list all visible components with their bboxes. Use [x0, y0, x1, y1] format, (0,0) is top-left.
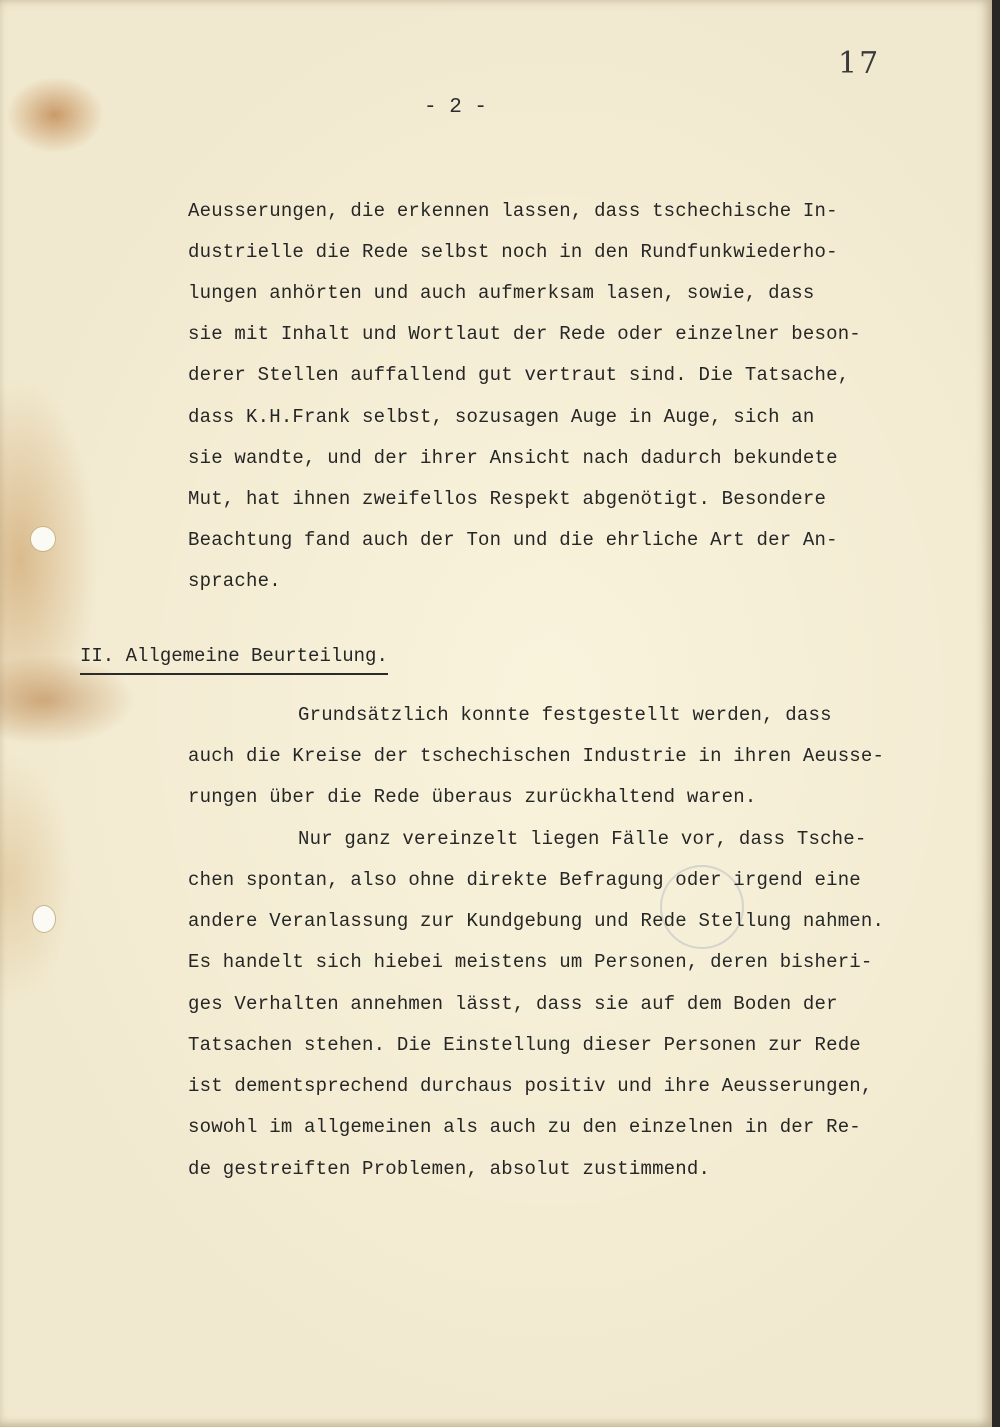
text-line: Nur ganz vereinzelt liegen Fälle vor, dass Tsche- — [298, 828, 867, 850]
text-line: Es handelt sich hiebei meistens um Personen, deren bisheri- — [188, 951, 873, 973]
text-line: de gestreiften Problemen, absolut zustimmend. — [188, 1158, 711, 1180]
text-line: Beachtung fand auch der Ton und die ehrliche Art der An- — [188, 529, 838, 551]
text-line: dass K.H.Frank selbst, sozusagen Auge in Auge, sich an — [188, 406, 815, 428]
text-line: andere Veranlassung zur Kundgebung und Rede Stellung nahmen. — [188, 910, 885, 932]
punch-hole — [32, 905, 56, 933]
text-line: Grundsätzlich konnte festgestellt werden, dass — [298, 704, 832, 726]
text-line: Mut, hat ihnen zweifellos Respekt abgenötigt. Besondere — [188, 488, 827, 510]
page-number: - 2 - — [424, 96, 488, 119]
text-line: chen spontan, also ohne direkte Befragung oder irgend eine — [188, 869, 861, 891]
text-line: ges Verhalten annehmen lässt, dass sie auf dem Boden der — [188, 993, 838, 1015]
text-line: lungen anhörten und auch aufmerksam lasen, sowie, dass — [188, 282, 815, 304]
text-line: sie mit Inhalt und Wortlaut der Rede oder einzelner beson- — [188, 323, 861, 345]
text-line: derer Stellen auffallend gut vertraut sind. Die Tatsache, — [188, 364, 850, 386]
folio-number: 17 — [838, 46, 881, 81]
text-line: Tatsachen stehen. Die Einstellung dieser Personen zur Rede — [188, 1034, 861, 1056]
text-line: Aeusserungen, die erkennen lassen, dass tschechische In- — [188, 200, 838, 222]
text-line: sie wandte, und der ihrer Ansicht nach dadurch bekundete — [188, 447, 838, 469]
text-line: sprache. — [188, 570, 281, 592]
punch-hole — [30, 526, 56, 552]
text-line: rungen über die Rede überaus zurückhaltend waren. — [188, 786, 757, 808]
text-line: auch die Kreise der tschechischen Industrie in ihren Aeusse- — [188, 745, 885, 767]
section-heading: II. Allgemeine Beurteilung. — [80, 645, 388, 675]
text-line: sowohl im allgemeinen als auch zu den einzelnen in der Re- — [188, 1116, 861, 1138]
text-line: dustrielle die Rede selbst noch in den Rundfunkwiederho- — [188, 241, 838, 263]
text-line: ist dementsprechend durchaus positiv und ihre Aeusserungen, — [188, 1075, 873, 1097]
